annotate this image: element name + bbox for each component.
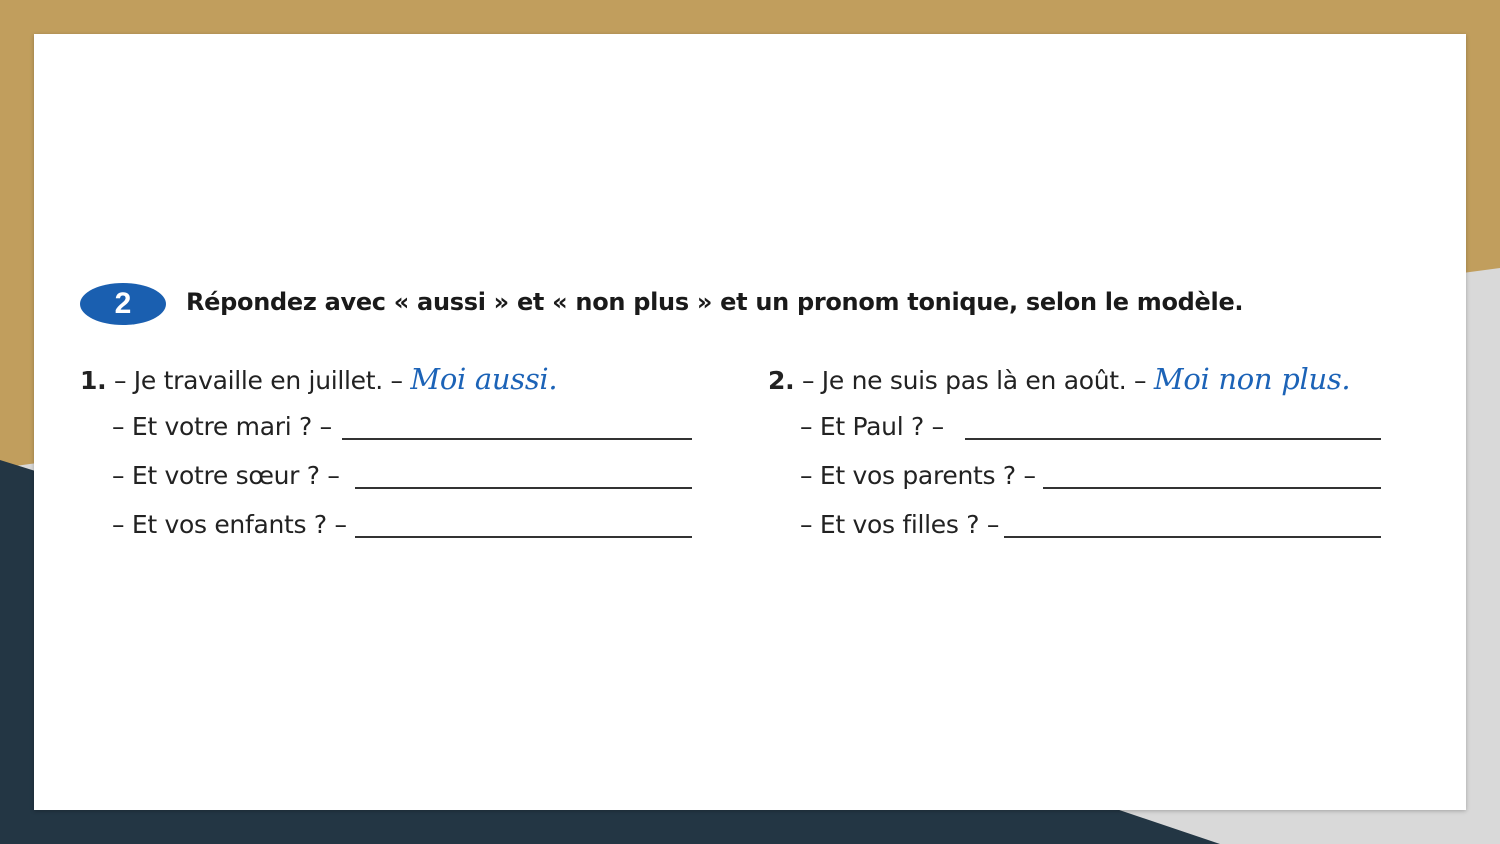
item-1-answer-blank-1[interactable] (342, 438, 692, 440)
item-2-model-answer: Moi non plus. (1153, 362, 1351, 396)
item-2-model-line (768, 362, 1350, 396)
item-1-prompt: – Je travaille en juillet. – (113, 366, 403, 395)
item-2-number: 2. (768, 366, 795, 395)
item-2-answer-blank-2[interactable] (1043, 487, 1381, 489)
item-2-answer-blank-3[interactable] (1004, 536, 1381, 538)
item-1-question-1: – Et votre mari ? – (112, 412, 332, 441)
exercise-number-badge: 2 (80, 283, 166, 325)
worksheet-card (34, 34, 1466, 810)
item-1-number: 1. (80, 366, 107, 395)
item-2-answer-blank-1[interactable] (965, 438, 1381, 440)
item-1-question-3: – Et vos enfants ? – (112, 510, 347, 539)
item-1-model-answer: Moi aussi. (410, 362, 558, 396)
item-1-question-2: – Et votre sœur ? – (112, 461, 340, 490)
item-1-answer-blank-2[interactable] (355, 487, 692, 489)
item-2-question-1: – Et Paul ? – (800, 412, 944, 441)
item-1-answer-blank-3[interactable] (355, 536, 692, 538)
exercise-instruction: Répondez avec « aussi » et « non plus » et un pronom tonique, selon le modèle. (186, 288, 1244, 316)
item-2-question-2: – Et vos parents ? – (800, 461, 1036, 490)
item-2-prompt: – Je ne suis pas là en août. – (801, 366, 1147, 395)
item-1-model-line (80, 362, 557, 396)
item-2-question-3: – Et vos filles ? – (800, 510, 1000, 539)
